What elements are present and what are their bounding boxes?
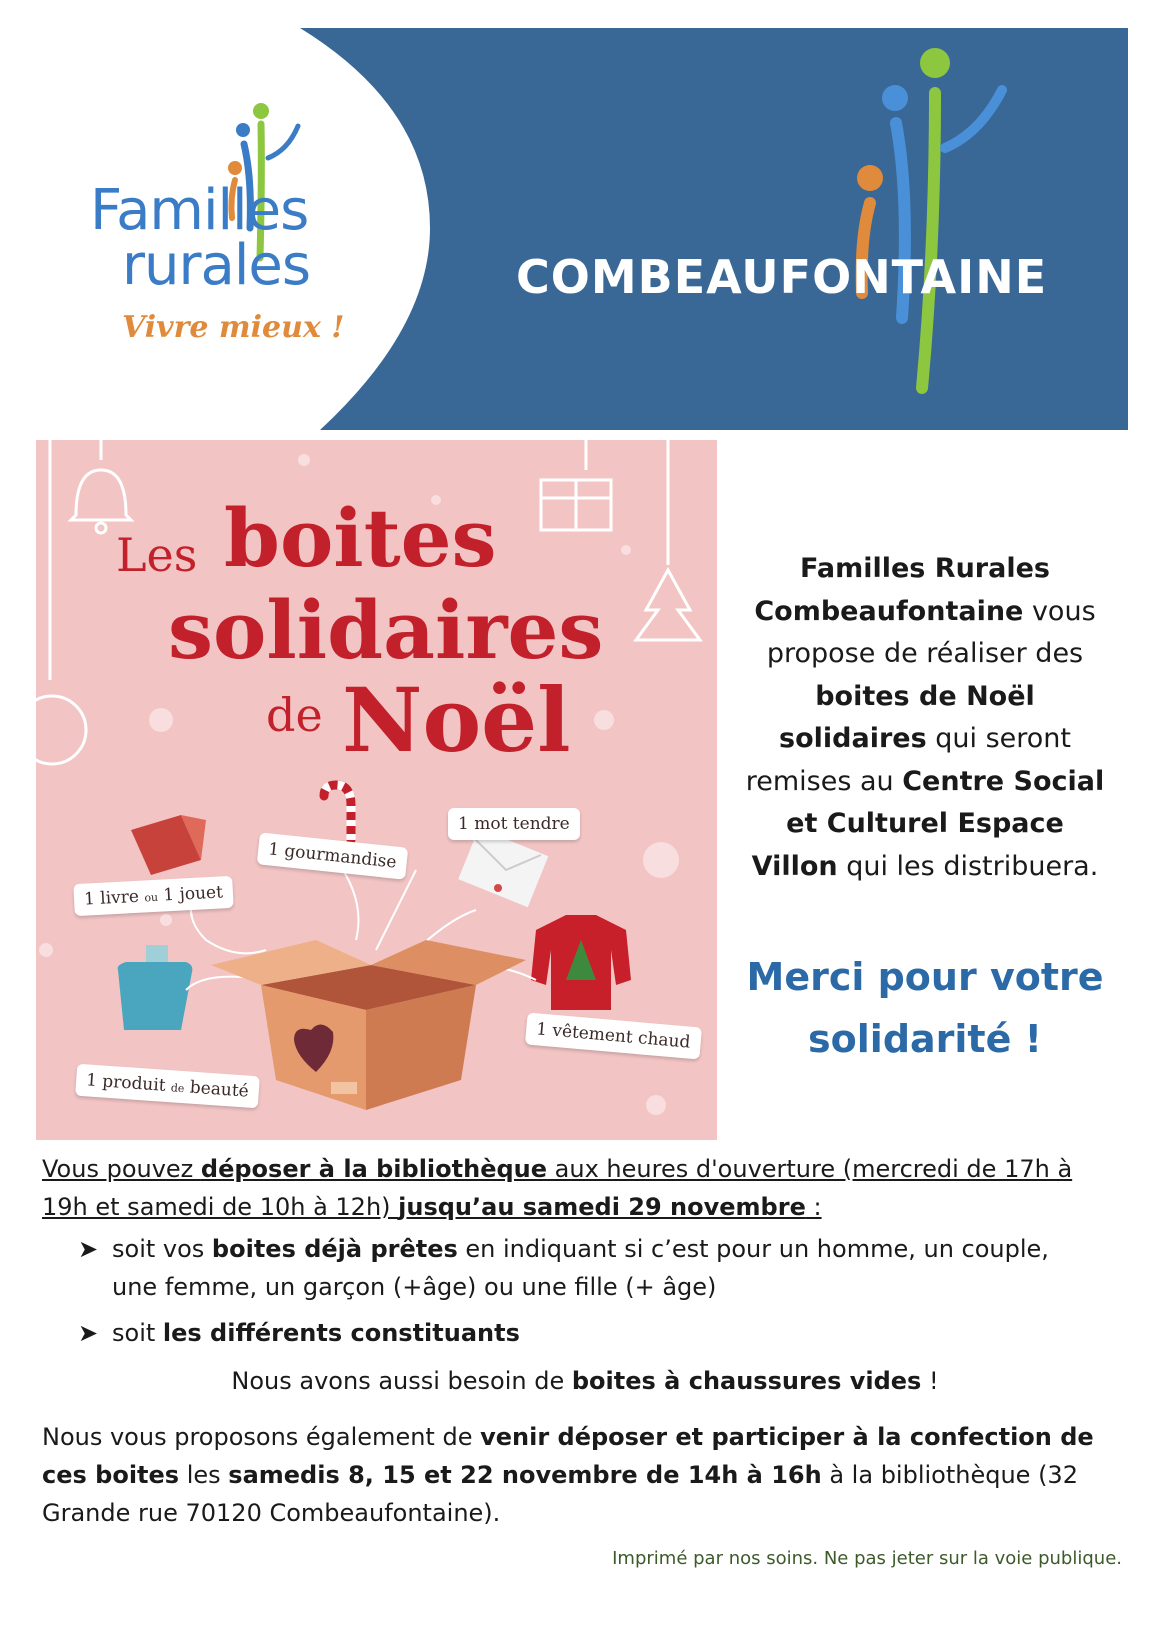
header-banner <box>30 28 1128 430</box>
intro-text: Familles Rurales Combeaufontaine vous propose de réaliser des boites de Noël solidaires qui seront remises au Centre Social et Culturel Espace Villon qui les distribuera. <box>745 553 1105 882</box>
workshop-paragraph: Nous vous proposons également de venir déposer et participer à la confection de ces boites les samedis 8, 15 et 22 novembre de 14h à 16h à la bibliothèque (32 Grande rue 70120 Combeaufontaine). <box>42 1423 1094 1527</box>
poster-title-les: Les <box>116 528 198 582</box>
deposit-paragraph: Vous pouvez déposer à la bibliothèque aux heures d'ouverture (mercredi de 17h à 19h et samedi de 10h à 12h) jusqu’au samedi 29 novembre : <box>42 1155 1073 1221</box>
logo-line1: Familles <box>90 178 309 243</box>
tag-vetement-chaud: 1 vêtement chaud <box>525 1012 702 1059</box>
poster-image <box>36 440 717 1140</box>
brand-title: COMBEAUFONTAINE <box>516 250 1048 304</box>
poster-title-solidaires: solidaires <box>168 583 604 677</box>
tag-mot-tendre: 1 mot tendre <box>448 808 580 840</box>
candy-cane-icon <box>324 785 351 840</box>
list-item: ➤ soit vos boites déjà prêtes en indiquant si c’est pour un homme, un couple, une femme, un garçon (+âge) ou une fille (+ âge) <box>78 1230 1098 1306</box>
poster-title-de: de <box>266 688 323 742</box>
tree-icon <box>636 440 700 640</box>
sweater-icon <box>531 915 631 1010</box>
list-item: ➤ soit les différents constituants <box>78 1314 1098 1352</box>
gift-icon <box>541 440 611 530</box>
tag-produit-beaute: 1 produit de beauté <box>75 1064 260 1109</box>
logo-tagline: Vivre mieux ! <box>122 310 345 345</box>
bullet-list <box>78 1230 1098 1360</box>
shoebox-request: Nous avons aussi besoin de boites à chaussures vides ! <box>231 1367 939 1395</box>
tag-gourmandise: 1 gourmandise <box>257 832 408 879</box>
logo-line2: rurales <box>122 233 311 298</box>
intro-org: Familles Rurales Combeaufontaine <box>754 553 1050 627</box>
poster-title-boites: boites <box>224 491 497 585</box>
footer-note: Imprimé par nos soins. Ne pas jeter sur la voie publique. <box>612 1548 1122 1569</box>
arrow-bullet-icon: ➤ <box>78 1235 99 1263</box>
arrow-bullet-icon: ➤ <box>78 1319 99 1347</box>
tag-livre-jouet: 1 livre ou 1 jouet <box>73 876 233 916</box>
perfume-icon <box>118 945 193 1030</box>
thanks-message: Merci pour votre solidarité ! <box>746 955 1104 1061</box>
book-icon <box>131 815 206 875</box>
bell-icon <box>71 440 131 533</box>
poster-title-noel: Noël <box>342 668 571 772</box>
